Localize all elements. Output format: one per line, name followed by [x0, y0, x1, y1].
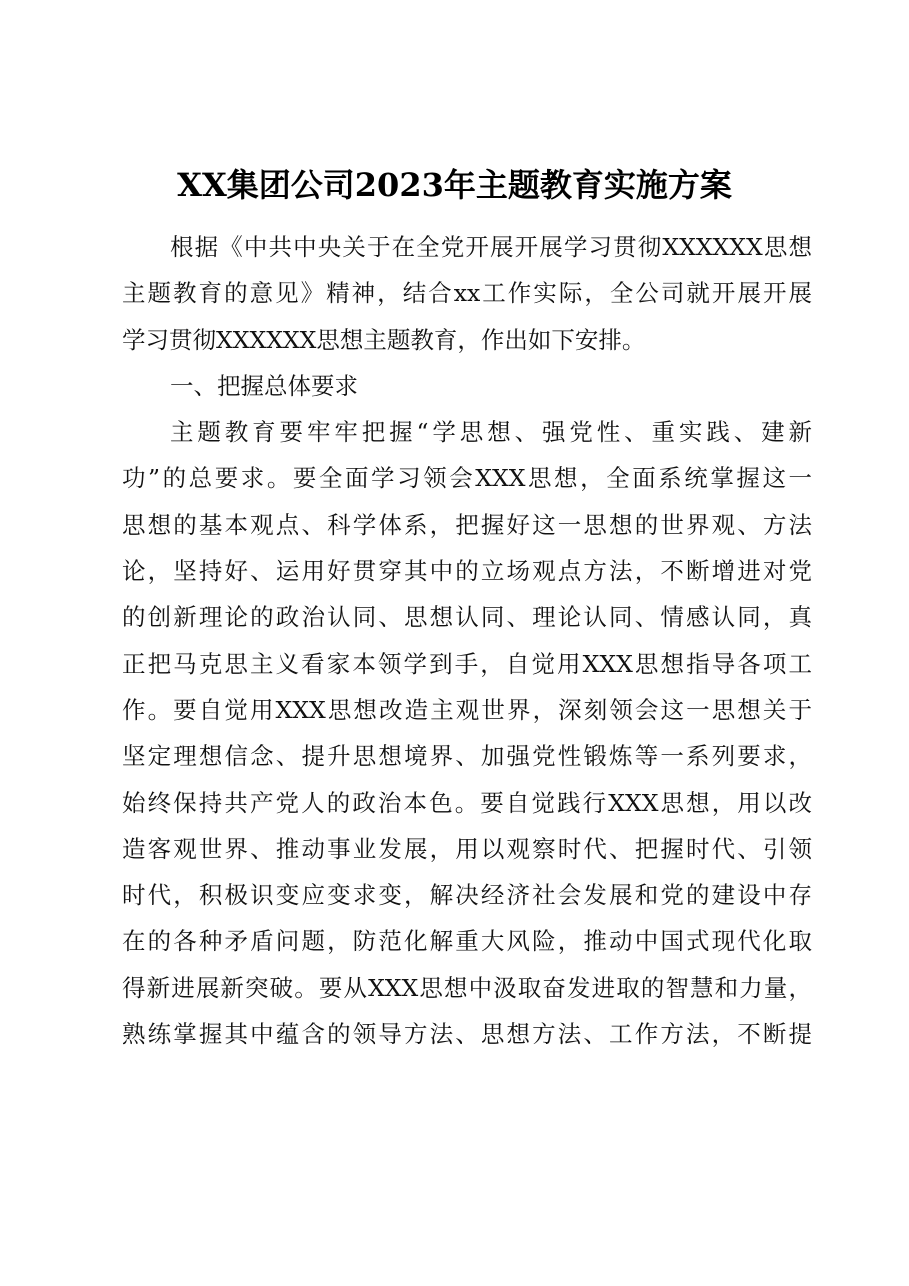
body-line: 正把马克思主义看家本领学到手，自觉用XXX思想指导各项工 — [122, 649, 812, 678]
body-line: 造客观世界、推动事业发展，用以观察时代、把握时代、引领 — [122, 834, 812, 863]
body-line: 始终保持共产党人的政治本色。要自觉践行XXX思想，用以改 — [122, 788, 812, 817]
body-line: 主题教育要牢牢把握“学思想、强党性、重实践、建新 — [170, 418, 812, 447]
document-title: XX集团公司2023年主题教育实施方案 — [177, 166, 732, 204]
body-line: 主题教育的意见》精神，结合xx工作实际，全公司就开展开展 — [122, 279, 812, 308]
body-line: 思想的基本观点、科学体系，把握好这一思想的世界观、方法 — [122, 510, 812, 539]
body-line: 在的各种矛盾问题，防范化解重大风险，推动中国式现代化取 — [122, 927, 812, 956]
body-line: 功”的总要求。要全面学习领会XXX思想，全面系统掌握这一 — [122, 464, 812, 493]
body-line: 论，坚持好、运用好贯穿其中的立场观点方法，不断增进对党 — [122, 557, 812, 586]
body-line: 熟练掌握其中蕴含的领导方法、思想方法、工作方法，不断提 — [122, 1020, 812, 1049]
body-line: 得新进展新突破。要从XXX思想中汲取奋发进取的智慧和力量， — [122, 973, 812, 1002]
document-body — [122, 224, 812, 1057]
body-line: 学习贯彻XXXXXX思想主题教育，作出如下安排。 — [122, 325, 646, 354]
body-line: 的创新理论的政治认同、思想认同、理论认同、情感认同，真 — [122, 603, 812, 632]
body-line: 根据《中共中央关于在全党开展开展学习贯彻XXXXXX思想 — [170, 233, 812, 261]
section-heading: 一、把握总体要求 — [170, 371, 358, 400]
body-line: 时代，积极识变应变求变，解决经济社会发展和党的建设中存 — [122, 881, 812, 910]
body-line: 坚定理想信念、提升思想境界、加强党性锻炼等一系列要求， — [122, 742, 812, 771]
body-line: 作。要自觉用XXX思想改造主观世界，深刻领会这一思想关于 — [122, 695, 812, 724]
